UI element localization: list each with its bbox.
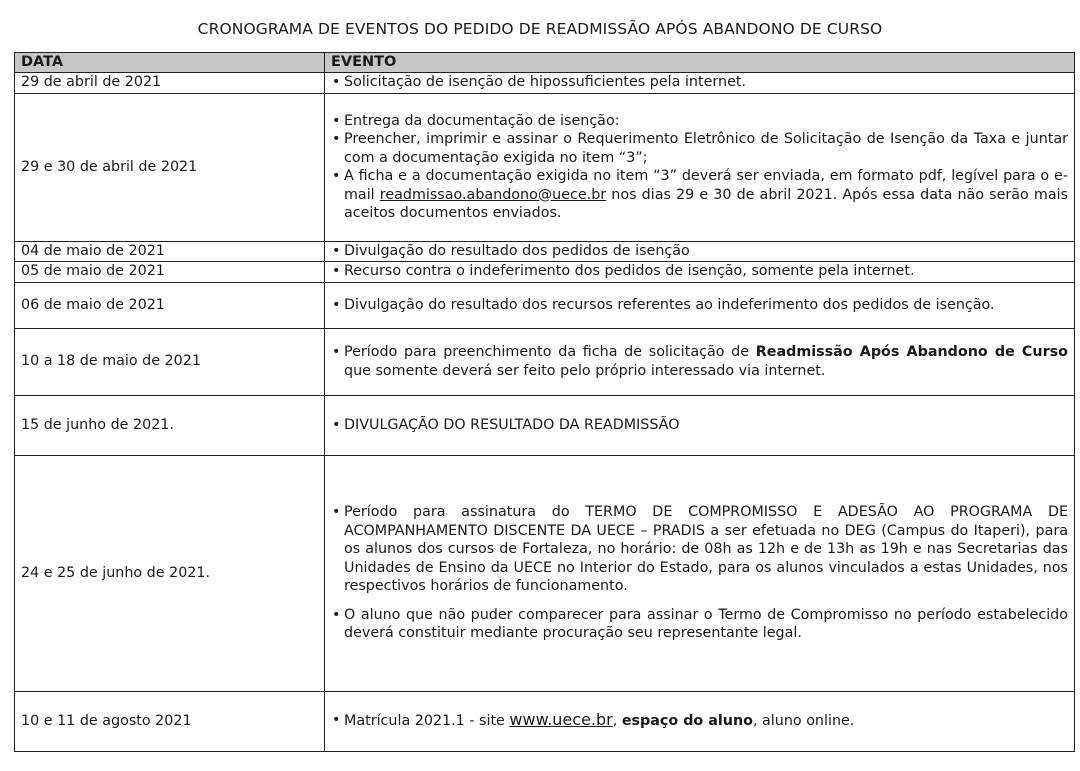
- bullet-icon: •: [332, 344, 341, 360]
- row-event: [325, 72, 1075, 93]
- table-row: [15, 455, 1075, 691]
- row-date: 04 de maio de 2021: [15, 241, 325, 261]
- bullet-icon: •: [332, 242, 341, 259]
- table-row: [15, 93, 1075, 241]
- row-date: 05 de maio de 2021: [15, 261, 325, 282]
- site-link[interactable]: www.uece.br: [509, 710, 613, 730]
- row-date: 29 e 30 de abril de 2021: [15, 93, 325, 241]
- table-row: [15, 282, 1075, 328]
- table-row: [15, 261, 1075, 282]
- list-item: • Entrega da documentação de isenção:: [332, 112, 620, 129]
- row-event: [325, 328, 1075, 395]
- table-row: [15, 328, 1075, 395]
- email-link[interactable]: readmissao.abandono@uece.br: [379, 186, 607, 203]
- bullet-icon: •: [332, 416, 341, 433]
- list-item: • Recurso contra o indeferimento dos pedidos de isenção, somente pela internet.: [332, 263, 915, 280]
- row-date: 06 de maio de 2021: [15, 282, 325, 328]
- list-item: • Período para assinatura do TERMO DE COMPROMISSO E ADESÃO AO PROGRAMA DE ACOMPANHAMENTO DISCENTE DA UECE – PRADIS a ser efetuada no DEG (Campus do Itaperi), para os alunos dos cursos de Fortaleza, no horário: de 08h as 12h e de 13h as 19h e nas Secretarias das Unidades de Ensino da UECE no Interior do Estado, para os alunos vinculados a estas Unidades, nos respectivos horários de funcionamento.: [332, 504, 1068, 595]
- table-row: [15, 72, 1075, 93]
- row-event: [325, 261, 1075, 282]
- list-item: • Divulgação do resultado dos pedidos de isenção: [332, 242, 690, 259]
- bullet-icon: •: [332, 712, 341, 729]
- bullet-icon: •: [332, 606, 341, 623]
- list-item: • DIVULGAÇÃO DO RESULTADO DA READMISSÃO: [332, 416, 680, 433]
- bullet-icon: •: [332, 131, 341, 147]
- list-item: • Divulgação do resultado dos recursos referentes ao indeferimento dos pedidos de isenção.: [332, 296, 995, 313]
- row-event: [325, 241, 1075, 261]
- row-event: [325, 395, 1075, 455]
- list-item: • Preencher, imprimir e assinar o Requerimento Eletrônico de Solicitação de Isenção da Taxa e juntar com a documentação exigida no item “3”;: [332, 131, 1068, 166]
- row-date: 10 a 18 de maio de 2021: [15, 328, 325, 395]
- bullet-icon: •: [332, 504, 341, 521]
- row-date: 10 e 11 de agosto 2021: [15, 691, 325, 751]
- bullet-icon: •: [332, 263, 341, 280]
- row-date: 24 e 25 de junho de 2021.: [15, 455, 325, 691]
- table-header-row: [15, 53, 1075, 73]
- row-event: [325, 455, 1075, 691]
- list-item: • Período para preenchimento da ficha de solicitação de Readmissão Após Abandono de Curso que somente deverá ser feito pelo próprio interessado via internet.: [332, 344, 1068, 379]
- list-item: • A ficha e a documentação exigida no item “3” deverá ser enviada, em formato pdf, legível para o e-mail readmissao.abandono@uece.br nos dias 29 e 30 de abril 2021. Após essa data não serão mais aceitos documentos enviados.: [332, 168, 1068, 221]
- list-item: • Matrícula 2021.1 - site www.uece.br, espaço do aluno, aluno online.: [332, 710, 855, 730]
- bullet-icon: •: [332, 74, 341, 91]
- header-date: DATA: [15, 53, 325, 73]
- row-event: [325, 93, 1075, 241]
- row-event: [325, 691, 1075, 751]
- bullet-icon: •: [332, 296, 341, 313]
- bullet-icon: •: [332, 112, 341, 129]
- bullet-icon: •: [332, 168, 341, 184]
- row-date: 29 de abril de 2021: [15, 72, 325, 93]
- row-event: [325, 282, 1075, 328]
- table-row: [15, 691, 1075, 751]
- header-event: EVENTO: [325, 53, 1075, 73]
- row-date: 15 de junho de 2021.: [15, 395, 325, 455]
- table-row: [15, 241, 1075, 261]
- list-item: • Solicitação de isenção de hipossuficientes pela internet.: [332, 74, 747, 91]
- schedule-table: [14, 52, 1075, 752]
- table-row: [15, 395, 1075, 455]
- document-title: CRONOGRAMA DE EVENTOS DO PEDIDO DE READMISSÃO APÓS ABANDONO DE CURSO: [197, 20, 883, 38]
- list-item: • O aluno que não puder comparecer para assinar o Termo de Compromisso no período estabelecido deverá constituir mediante procuração seu representante legal.: [332, 606, 1068, 642]
